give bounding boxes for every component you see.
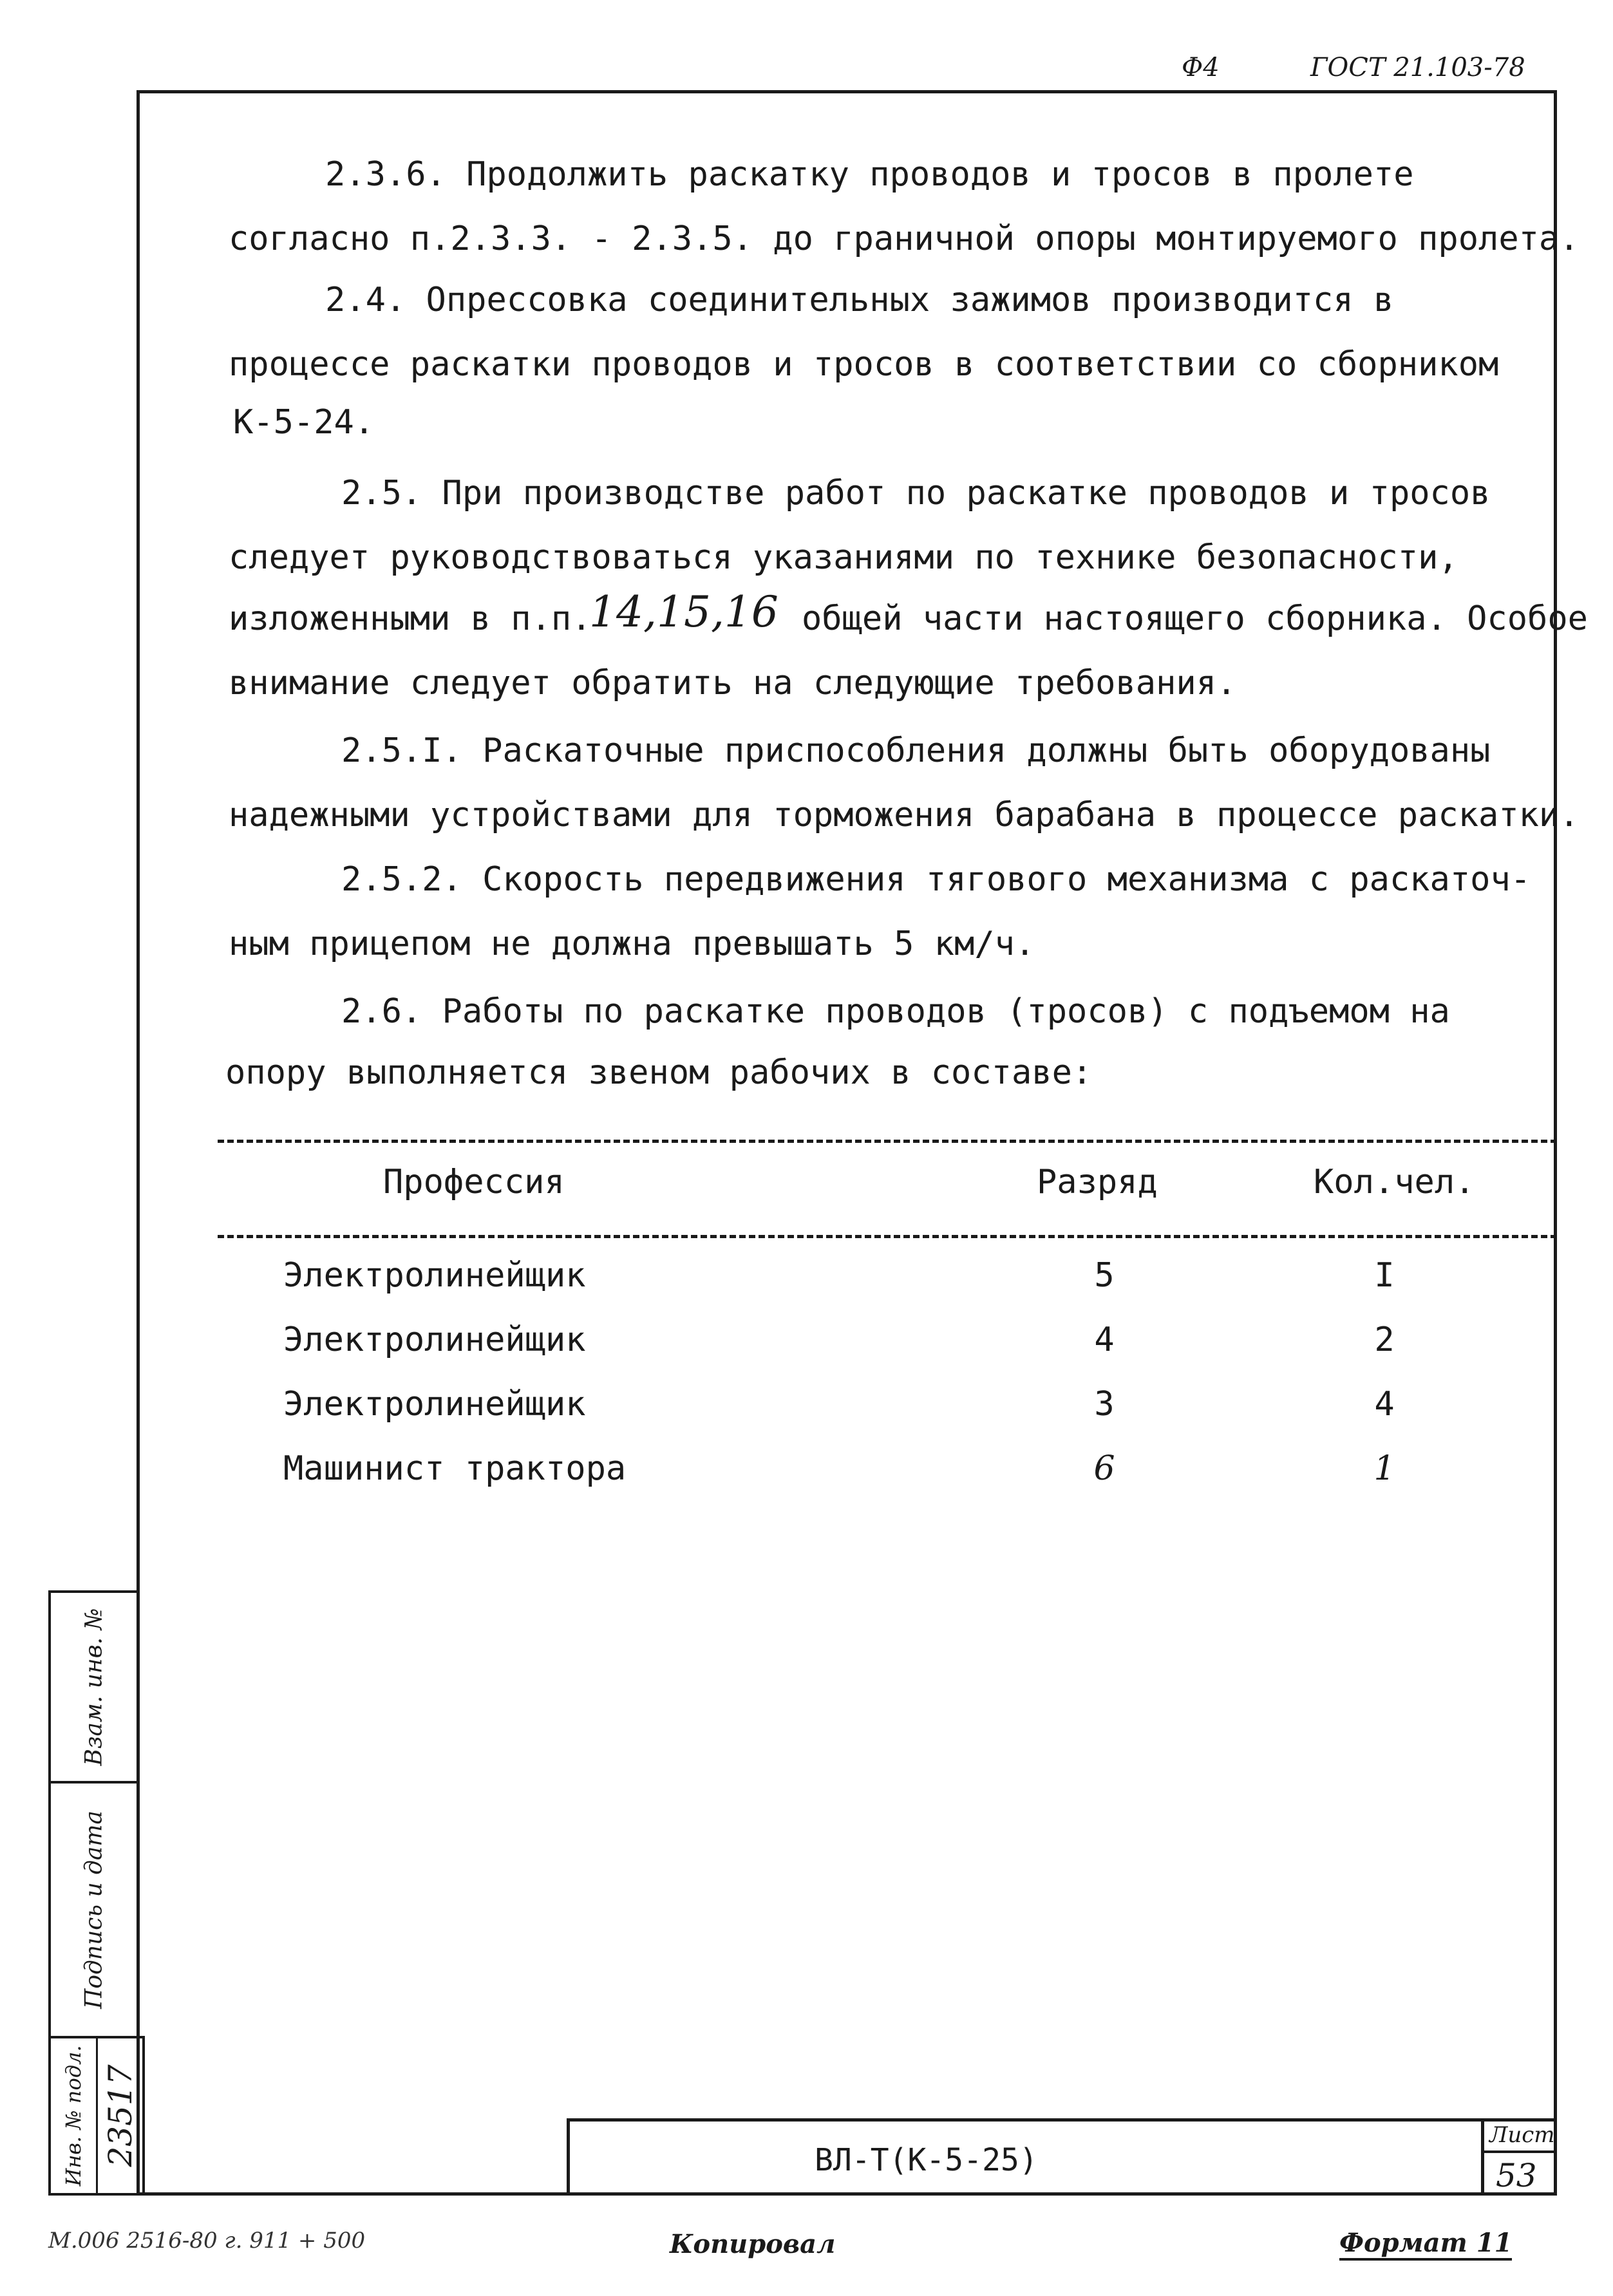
para-2-4-line3: К-5-24. xyxy=(233,403,375,442)
para-2-5-2-line1: 2.5.2. Скорость передвижения тягового механизма с раскаточ- xyxy=(341,860,1531,899)
para-2-4-line1: 2.4. Опрессовка соединительных зажимов производится в xyxy=(325,281,1394,319)
side-label-inventory: Инв. № подл. xyxy=(61,2045,86,2187)
sheet-number: 53 xyxy=(1496,2157,1537,2194)
col-header-profession: Профессия xyxy=(383,1163,565,1201)
row-profession: Электролинейщик xyxy=(283,1385,586,1424)
side-stamp-inventory xyxy=(48,2036,145,2196)
para-2-4-line2: процессе раскатки проводов и тросов в соответствии со сборником xyxy=(229,345,1499,384)
sheet-mark: Ф4 xyxy=(1182,53,1220,82)
row-profession: Электролинейщик xyxy=(283,1256,586,1295)
para-2-3-6-line2: согласно п.2.3.3. - 2.3.5. до граничной опоры монтируемого пролета. xyxy=(229,220,1580,258)
inv-label-cell xyxy=(51,2038,98,2193)
row-profession: Электролинейщик xyxy=(283,1321,586,1359)
row-grade: 4 xyxy=(1094,1321,1115,1359)
row-count: 4 xyxy=(1374,1385,1395,1424)
para-2-5-1-line2: надежными устройствами для торможения барабана в процессе раскатки. xyxy=(229,796,1580,834)
side-label-signature: Подпись и дата xyxy=(80,1811,108,2009)
inv-number-cell xyxy=(96,2038,145,2193)
para-2-6-line1: 2.6. Работы по раскатке проводов (тросов) с подъемом на xyxy=(341,992,1450,1031)
para-2-5-line1: 2.5. При производстве работ по раскатке проводов и тросов xyxy=(341,474,1491,513)
row-grade: 6 xyxy=(1093,1449,1115,1488)
print-info: М.006 2516-80 г. 911 + 500 xyxy=(48,2228,366,2254)
standard-code: ГОСТ 21.103-78 xyxy=(1310,53,1525,82)
copied-by: Копировал xyxy=(670,2229,836,2259)
document-code: ВЛ-Т(К-5-25) xyxy=(815,2142,1038,2178)
table-top-rule xyxy=(218,1140,1557,1143)
col-header-count: Кол.чел. xyxy=(1314,1163,1475,1201)
col-header-grade: Разряд xyxy=(1037,1163,1158,1201)
side-stamp-replacement xyxy=(48,1590,140,1783)
para-2-5-line3a: изложенными в п.п. xyxy=(229,599,592,638)
row-grade: 5 xyxy=(1094,1256,1115,1295)
sheet-label: Лист xyxy=(1489,2122,1555,2148)
para-2-5-line2: следует руководствоваться указаниями по технике безопасности, xyxy=(229,538,1458,577)
side-stamp-signature xyxy=(48,1781,140,2038)
para-2-5-line3b: общей части настоящего сборника. Особое xyxy=(802,599,1588,638)
row-profession: Машинист трактора xyxy=(283,1449,627,1488)
handwritten-clauses: 14,15,16 xyxy=(589,587,778,637)
sheet-number-box xyxy=(1481,2118,1557,2196)
row-count: I xyxy=(1374,1256,1395,1295)
para-2-5-1-line1: 2.5.I. Раскаточные приспособления должны быть оборудованы xyxy=(341,731,1491,770)
inventory-number: 23517 xyxy=(102,2064,139,2167)
row-count: 1 xyxy=(1373,1449,1395,1488)
row-grade: 3 xyxy=(1094,1385,1115,1424)
side-label-replacement: Взам. инв. № xyxy=(80,1608,108,1766)
row-count: 2 xyxy=(1374,1321,1395,1359)
para-2-3-6-line1: 2.3.6. Продолжить раскатку проводов и тросов в пролете xyxy=(325,155,1414,194)
format-label: Формат 11 xyxy=(1339,2228,1512,2261)
sheet-divider xyxy=(1481,2150,1557,2153)
para-2-5-line4: внимание следует обратить на следующие требования. xyxy=(229,664,1237,702)
para-2-6-line2: опору выполняется звеном рабочих в составе: xyxy=(225,1053,1093,1092)
title-block xyxy=(567,2118,1557,2196)
table-header-rule xyxy=(218,1235,1557,1238)
para-2-5-2-line2: ным прицепом не должна превышать 5 км/ч. xyxy=(229,925,1035,963)
